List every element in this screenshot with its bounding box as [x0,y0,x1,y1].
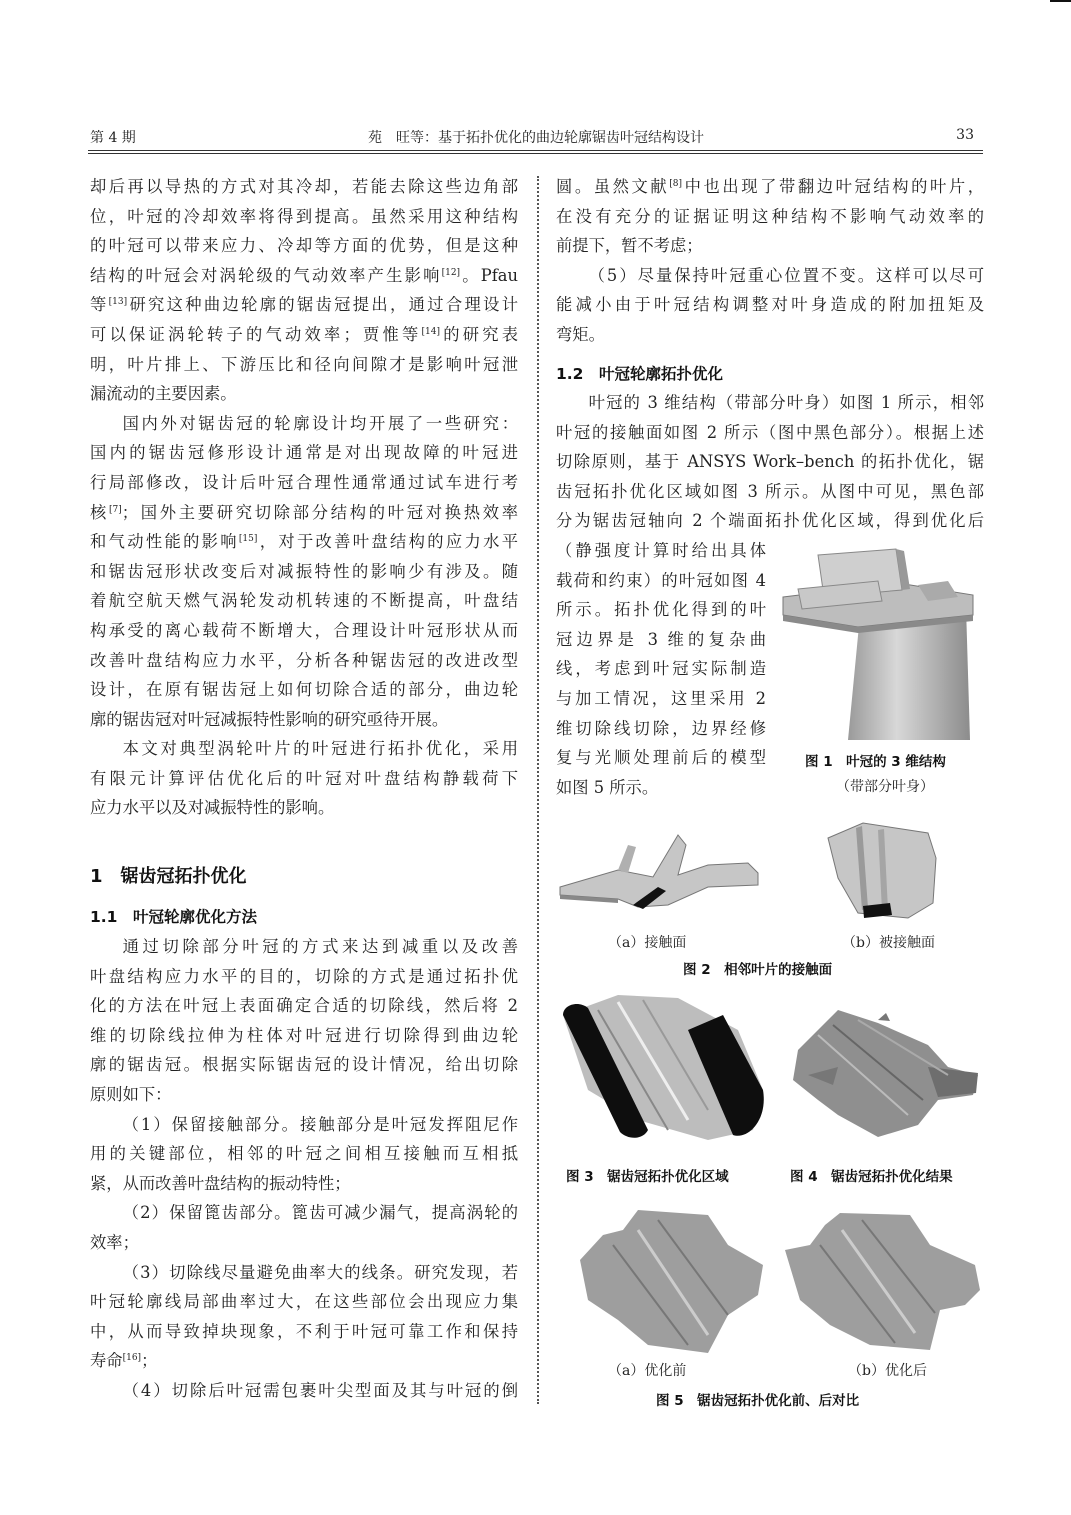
text-line: 却后再以导热的方式对其冷却，若能去除这些边角部 [90,177,518,196]
text-line: 弯矩。 [556,324,605,344]
text-line: 可以保证涡轮转子的气动效率；贾惟等[14]的研究表 [90,324,518,344]
text-line: 国内外对锯齿冠的轮廓设计均开展了一些研究： [122,413,518,433]
text-line: 线，考虑到叶冠实际制造 [556,659,766,679]
header-rule [88,150,983,151]
text-line: 叶冠的 3 维结构（带部分叶身）如图 1 所示，相邻 [588,393,984,412]
text-line: 叶冠的接触面如图 2 所示（图中黑色部分）。根据上述 [556,422,984,442]
right-column-mid [556,388,984,536]
text-line: 与加工情况，这里采用 2 [556,688,766,708]
text-line: 等[13]研究这种曲边轮廓的锯齿冠提出，通过合理设计 [90,295,518,315]
text-line: 维的切除线拉伸为柱体对叶冠进行切除得到曲边轮 [90,1025,518,1045]
text-line: 用的关键部位，相邻的叶冠之间相互接触而互相抵 [90,1144,518,1164]
text-line: 圆。虽然文献[8]中也出现了带翻边叶冠结构的叶片， [556,177,984,196]
text-line: 国内的锯齿冠修形设计通常是对出现故障的叶冠进 [90,443,518,463]
issue-number: 第 4 期 [90,130,136,146]
text-line: 在没有充分的证据证明这种结构不影响气动效率的 [556,206,984,226]
text-line: 中，从而导致掉块现象，不利于叶冠可靠工作和保持 [90,1321,518,1341]
figure-2-caption: 图 2 相邻叶片的接触面 [683,962,833,978]
text-line: 结构的叶冠会对涡轮级的气动效率产生影响[12]。Pfau [90,265,518,285]
paragraph [90,1376,518,1406]
section-heading-1-1: 1.1 叶冠轮廓优化方法 [90,908,257,926]
paragraph [90,1110,518,1199]
text-line: 效率； [90,1232,139,1252]
section-heading-1-2: 1.2 叶冠轮廓拓扑优化 [556,365,723,383]
text-line: 叶盘结构应力水平的目的，切除的方式是通过拓扑优 [90,966,518,986]
right-column-wrap [556,536,766,802]
text-line: 切除原则，基于 ANSYS Work–bench 的拓扑优化，锯 [556,452,984,472]
text-line: 叶冠轮廓线局部曲率过大，在这些部位会出现应力集 [90,1292,518,1312]
text-line: 复与光顺处理前后的模型 [556,748,766,768]
text-line: 紧，从而改善叶盘结构的振动特性； [90,1173,351,1193]
figure-2a-label: （a）接触面 [608,935,687,951]
figure-1-shroud-3d [778,545,983,740]
paragraph [90,409,518,735]
text-line: 和锯齿冠形状改变后对减振特性的影响少有涉及。随 [90,561,518,581]
text-line: 行局部修改，设计后叶冠合理性通常通过试车进行考 [90,472,518,492]
text-line: 改善叶盘结构应力水平，分析各种锯齿冠的改进改型 [90,650,518,670]
paragraph [556,172,984,261]
text-line: 化的方法在叶冠上表面确定合适的切除线，然后将 2 [90,996,518,1016]
text-line: （2）保留篦齿部分。篦齿可减少漏气，提高涡轮的 [122,1203,518,1223]
text-line: 载荷和约束）的叶冠如图 4 [556,570,766,590]
figure-2b-label: （b）被接触面 [842,935,935,951]
text-line: 应力水平以及对减振特性的影响。 [90,798,335,818]
left-column [90,172,518,823]
figure-5a-label: （a）优化前 [608,1363,687,1379]
text-line: 的叶冠可以带来应力、冷却等方面的优势，但是这种 [90,236,518,256]
figure-5-caption: 图 5 锯齿冠拓扑优化前、后对比 [656,1393,860,1409]
text-line: （静强度计算时给出具体 [556,541,766,560]
figure-2b-contacted-surface [818,818,948,923]
text-line: （1）保留接触部分。接触部分是叶冠发挥阻尼作 [122,1114,518,1134]
text-line: 维切除线切除，边界经修 [556,718,766,738]
text-line: 冠边界是 3 维的复杂曲 [556,629,766,649]
figure-3-caption: 图 3 锯齿冠拓扑优化区域 [566,1169,729,1185]
text-line: 通过切除部分叶冠的方式来达到减重以及改善 [122,937,518,956]
figure-5b-label: （b）优化后 [848,1363,927,1379]
text-line: （3）切除线尽量避免曲率大的线条。研究发现，若 [122,1262,518,1282]
header-rule-2 [88,153,983,154]
top-edge-mark [1050,0,1071,2]
figure-4-caption: 图 4 锯齿冠拓扑优化结果 [790,1169,953,1185]
text-line: 有限元计算评估优化后的叶冠对叶盘结构静载荷下 [90,768,518,788]
text-line: 位，叶冠的冷却效率将得到提高。虽然采用这种结构 [90,206,518,226]
right-column [556,172,984,350]
paragraph [90,1258,518,1376]
figure-5a-before [578,1205,768,1355]
text-line: （4）切除后叶冠需包裹叶尖型面及其与叶冠的倒 [122,1380,518,1400]
text-line: 设计，在原有锯齿冠上如何切除合适的部分，曲边轮 [90,680,518,700]
paragraph [90,172,518,409]
text-line: 构承受的离心载荷不断增大，合理设计叶冠形状从而 [90,620,518,640]
figure-1-caption: 图 1 叶冠的 3 维结构 [805,754,946,770]
text-line: 分为锯齿冠轴向 2 个端面拓扑优化区域，得到优化后 [556,511,984,531]
column-divider [537,176,539,1404]
text-line: 所示。拓扑优化得到的叶 [556,600,766,620]
text-line: 前提下，暂不考虑； [556,236,703,256]
left-column-lower [90,932,518,1406]
text-line: 核[7]；国外主要研究切除部分结构的叶冠对换热效率 [90,502,518,522]
text-line: 着航空航天燃气涡轮发动机转速的不断提高，叶盘结 [90,591,518,611]
text-line: 明，叶片排上、下游压比和径向间隙才是影响叶冠泄 [90,354,518,374]
figure-5b-after [780,1205,985,1355]
text-line: 如图 5 所示。 [556,777,659,797]
paragraph [90,1198,518,1257]
text-line: 和气动性能的影响[15]，对于改善叶盘结构的应力水平 [90,532,518,552]
text-line: 寿命[16]； [90,1351,158,1371]
figure-4-optimization-result [778,1005,983,1140]
text-line: （5）尽量保持叶冠重心位置不变。这样可以尽可 [588,265,984,285]
paragraph [90,932,518,1110]
figure-1-subcaption: （带部分叶身） [836,779,934,795]
page-number: 33 [956,127,974,143]
text-line: 能减小由于叶冠结构调整对叶身造成的附加扭矩及 [556,295,984,315]
text-line: 原则如下： [90,1084,172,1104]
paragraph [556,261,984,350]
running-title: 苑 旺等：基于拓扑优化的曲边轮廓锯齿叶冠结构设计 [368,130,704,146]
text-line: 齿冠拓扑优化区域如图 3 所示。从图中可见，黑色部 [556,481,984,501]
text-line: 廓的锯齿冠对叶冠减振特性影响的研究亟待开展。 [90,709,449,729]
text-line: 本文对典型涡轮叶片的叶冠进行拓扑优化，采用 [122,739,518,759]
figure-3-optimization-region [558,990,768,1145]
text-line: 廓的锯齿冠。根据实际锯齿冠的设计情况，给出切除 [90,1055,518,1075]
figure-2a-contact-surface [558,825,768,925]
paragraph [90,734,518,823]
text-line: 漏流动的主要因素。 [90,384,237,404]
running-header [90,125,982,147]
section-heading-1: 1 锯齿冠拓扑优化 [90,866,247,887]
